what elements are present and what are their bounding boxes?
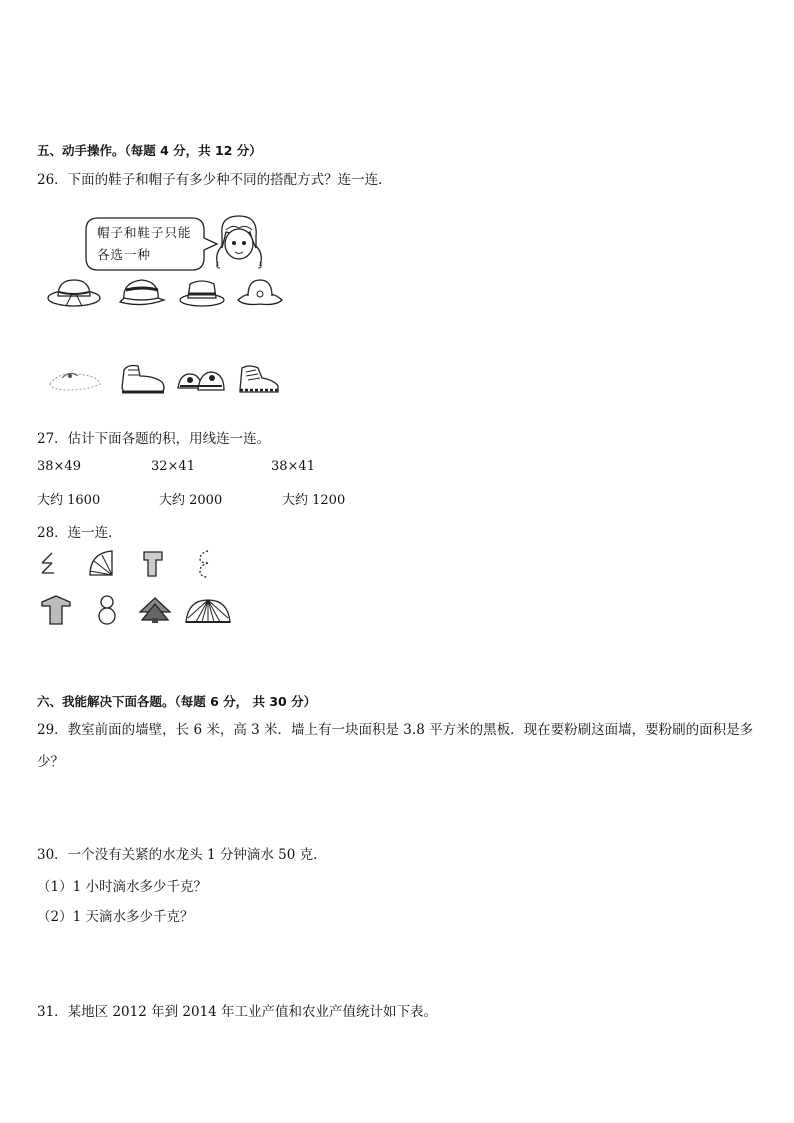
estimate-3: 大约 1200 — [282, 493, 346, 508]
girl-icon — [212, 212, 264, 270]
question-31: 31．某地区 2012 年到 2014 年工业产值和农业产值统计如下表。 — [37, 1004, 438, 1020]
expression-1: 38×49 — [37, 459, 81, 474]
expression-2: 32×41 — [151, 459, 195, 474]
question-30-sub-1: （1）1 小时滴水多少千克？ — [37, 879, 207, 895]
cap-icon — [118, 276, 166, 310]
umbrella-icon — [184, 598, 232, 626]
question-29-line-2: 少？ — [37, 754, 64, 770]
section-six-heading: 六、我能解决下面各题。（每题 6 分， 共 30 分） — [37, 694, 317, 709]
stool-icon — [40, 594, 72, 626]
question-30: 30．一个没有关紧的水龙头 1 分钟滴水 50 克． — [37, 847, 327, 863]
question-28: 28．连一连． — [37, 525, 122, 541]
section-five-heading: 五、动手操作。（每题 4 分，共 12 分） — [37, 143, 262, 158]
bubble-line-2: 各选一种 — [97, 247, 152, 262]
sun-hat-icon — [46, 276, 102, 310]
bubble-line-1: 帽子和鞋子只能 — [97, 225, 192, 240]
half-snowman-icon — [198, 549, 212, 579]
half-fan-icon — [86, 549, 114, 577]
slipper-icon — [48, 364, 102, 394]
half-lightning-icon — [40, 551, 58, 575]
bonnet-icon — [236, 276, 284, 310]
question-27: 27．估计下面各题的积，用线连一连。 — [37, 431, 271, 447]
estimate-1: 大约 1600 — [37, 493, 101, 508]
baby-shoes-icon — [176, 362, 226, 396]
tree-icon — [138, 596, 172, 624]
snowman-icon — [96, 594, 118, 626]
fedora-icon — [178, 276, 226, 310]
question-29-line-1: 29．教室前面的墙壁，长 6 米，高 3 米．墙上有一块面积是 3.8 平方米的黑板．现在要粉刷这面墙，要粉刷的面积是多 — [37, 722, 754, 738]
half-stool-icon — [142, 550, 164, 578]
expression-3: 38×41 — [271, 459, 315, 474]
sneaker-icon — [236, 360, 282, 396]
estimate-2: 大约 2000 — [159, 493, 223, 508]
question-30-sub-2: （2）1 天滴水多少千克？ — [37, 909, 194, 925]
question-26: 26．下面的鞋子和帽子有多少种不同的搭配方式？连一连． — [37, 172, 392, 188]
boot-icon — [118, 360, 168, 396]
